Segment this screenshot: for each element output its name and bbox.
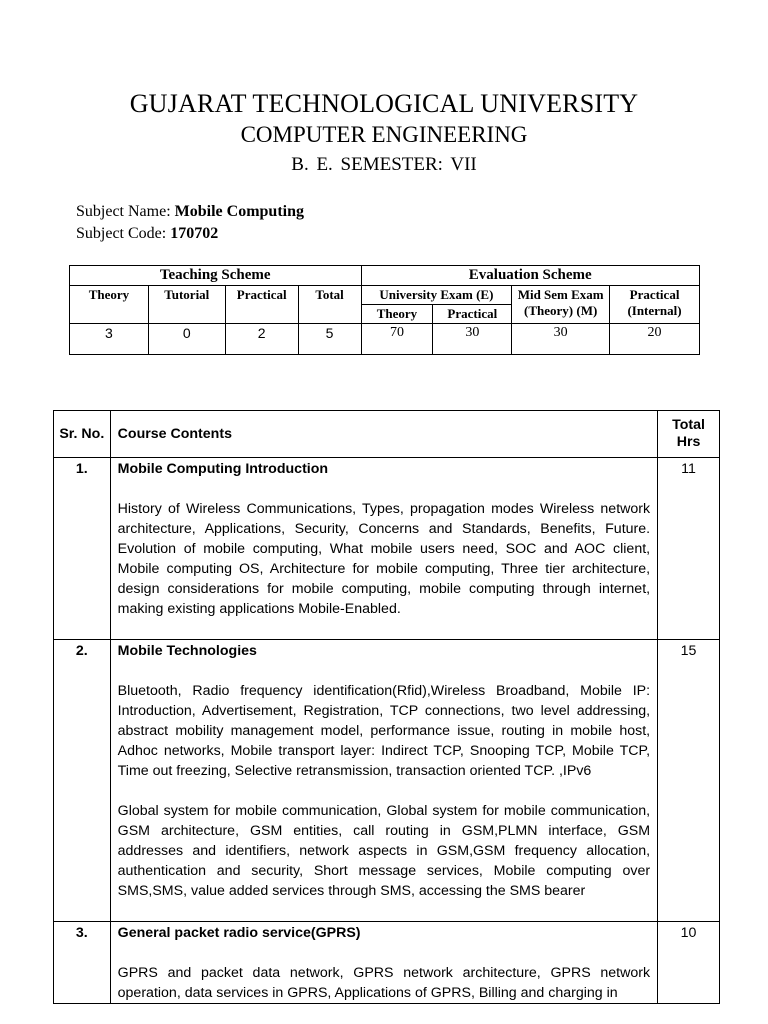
unit-title: Mobile Technologies bbox=[117, 643, 257, 659]
unit-content bbox=[110, 458, 657, 640]
unit-paragraph: Global system for mobile communication, Global system for mobile communication, GSM architecture, GSM entities, call routing in GSM,PLMN interface, GSM addresses and identifiers, network aspects in GSM,GSM frequency allocation, authentication and security, Short message services, Mobile computing over SMS,SMS, value added services through SMS, accessing the SMS bearer bbox=[117, 803, 651, 899]
scheme-table bbox=[69, 265, 700, 355]
total-header: Total bbox=[298, 286, 361, 324]
course-contents-table bbox=[53, 410, 720, 1004]
table-row bbox=[54, 640, 720, 922]
practical-value: 2 bbox=[225, 324, 298, 355]
tutorial-value: 0 bbox=[148, 324, 225, 355]
ue-theory-header: Theory bbox=[361, 305, 433, 324]
table-row bbox=[54, 922, 720, 1004]
unit-content bbox=[110, 640, 657, 922]
tutorial-header: Tutorial bbox=[148, 286, 225, 324]
unit-sr-no: 3. bbox=[54, 922, 111, 1004]
theory-header: Theory bbox=[70, 286, 149, 324]
evaluation-scheme-header: Evaluation Scheme bbox=[361, 266, 700, 286]
teaching-scheme-header: Teaching Scheme bbox=[70, 266, 362, 286]
ue-practical-header: Practical bbox=[433, 305, 512, 324]
unit-sr-no: 2. bbox=[54, 640, 111, 922]
unit-paragraph: Bluetooth, Radio frequency identification(Rfid),Wireless Broadband, Mobile IP: Introduction, Advertisement, Registration, TCP connections, two level addressing, abstract mobility management model, performance issue, routing in mobile host, Adhoc networks, Mobile transport layer: Indirect TCP, Snooping TCP, Mobile TCP, Time out freezing, Selective retransmission, transaction oriented TCP. ,IPv6 bbox=[117, 683, 651, 779]
theory-value: 3 bbox=[70, 324, 149, 355]
mid-sem-value: 30 bbox=[512, 324, 610, 355]
university-title: GUJARAT TECHNOLOGICAL UNIVERSITY bbox=[129, 89, 639, 118]
unit-title: General packet radio service(GPRS) bbox=[117, 925, 361, 941]
subject-code-line bbox=[76, 225, 218, 243]
subject-name: Mobile Computing bbox=[174, 203, 304, 220]
practical-internal-value: 20 bbox=[610, 324, 700, 355]
unit-paragraph: History of Wireless Communications, Types, propagation modes Wireless network architecture, Applications, Security, Concerns and Standards, Benefits, Future. Evolution of mobile computing, What mobile users need, SOC and AOC client, Mobile computing OS, Architecture for mobile computing, Three tier architecture, design considerations for mobile computing, mobile computing through internet, making existing applications Mobile-Enabled. bbox=[117, 501, 651, 617]
sr-no-header: Sr. No. bbox=[54, 411, 111, 458]
mid-sem-header: Mid Sem Exam (Theory) (M) bbox=[512, 286, 610, 324]
unit-hours: 15 bbox=[658, 640, 720, 922]
ue-theory-value: 70 bbox=[361, 324, 433, 355]
department-title: COMPUTER ENGINEERING bbox=[240, 122, 528, 147]
course-contents-header: Course Contents bbox=[110, 411, 657, 458]
subject-name-line bbox=[76, 203, 304, 221]
unit-hours: 10 bbox=[658, 922, 720, 1004]
unit-paragraph: GPRS and packet data network, GPRS network architecture, GPRS network operation, data services in GPRS, Applications of GPRS, Billing and charging in bbox=[117, 965, 651, 1001]
subject-name-label: Subject Name: bbox=[76, 203, 171, 220]
unit-hours: 11 bbox=[658, 458, 720, 640]
semester-title: B. E. SEMESTER: VII bbox=[291, 154, 477, 175]
unit-sr-no: 1. bbox=[54, 458, 111, 640]
university-exam-header: University Exam (E) bbox=[361, 286, 512, 305]
unit-content bbox=[110, 922, 657, 1004]
total-value: 5 bbox=[298, 324, 361, 355]
practical-internal-header: Practical (Internal) bbox=[610, 286, 700, 324]
subject-code: 170702 bbox=[170, 225, 219, 242]
table-row bbox=[54, 458, 720, 640]
subject-code-label: Subject Code: bbox=[76, 225, 167, 242]
total-hrs-header: Total Hrs bbox=[658, 411, 720, 458]
unit-title: Mobile Computing Introduction bbox=[117, 461, 329, 477]
ue-practical-value: 30 bbox=[433, 324, 512, 355]
practical-header: Practical bbox=[225, 286, 298, 324]
